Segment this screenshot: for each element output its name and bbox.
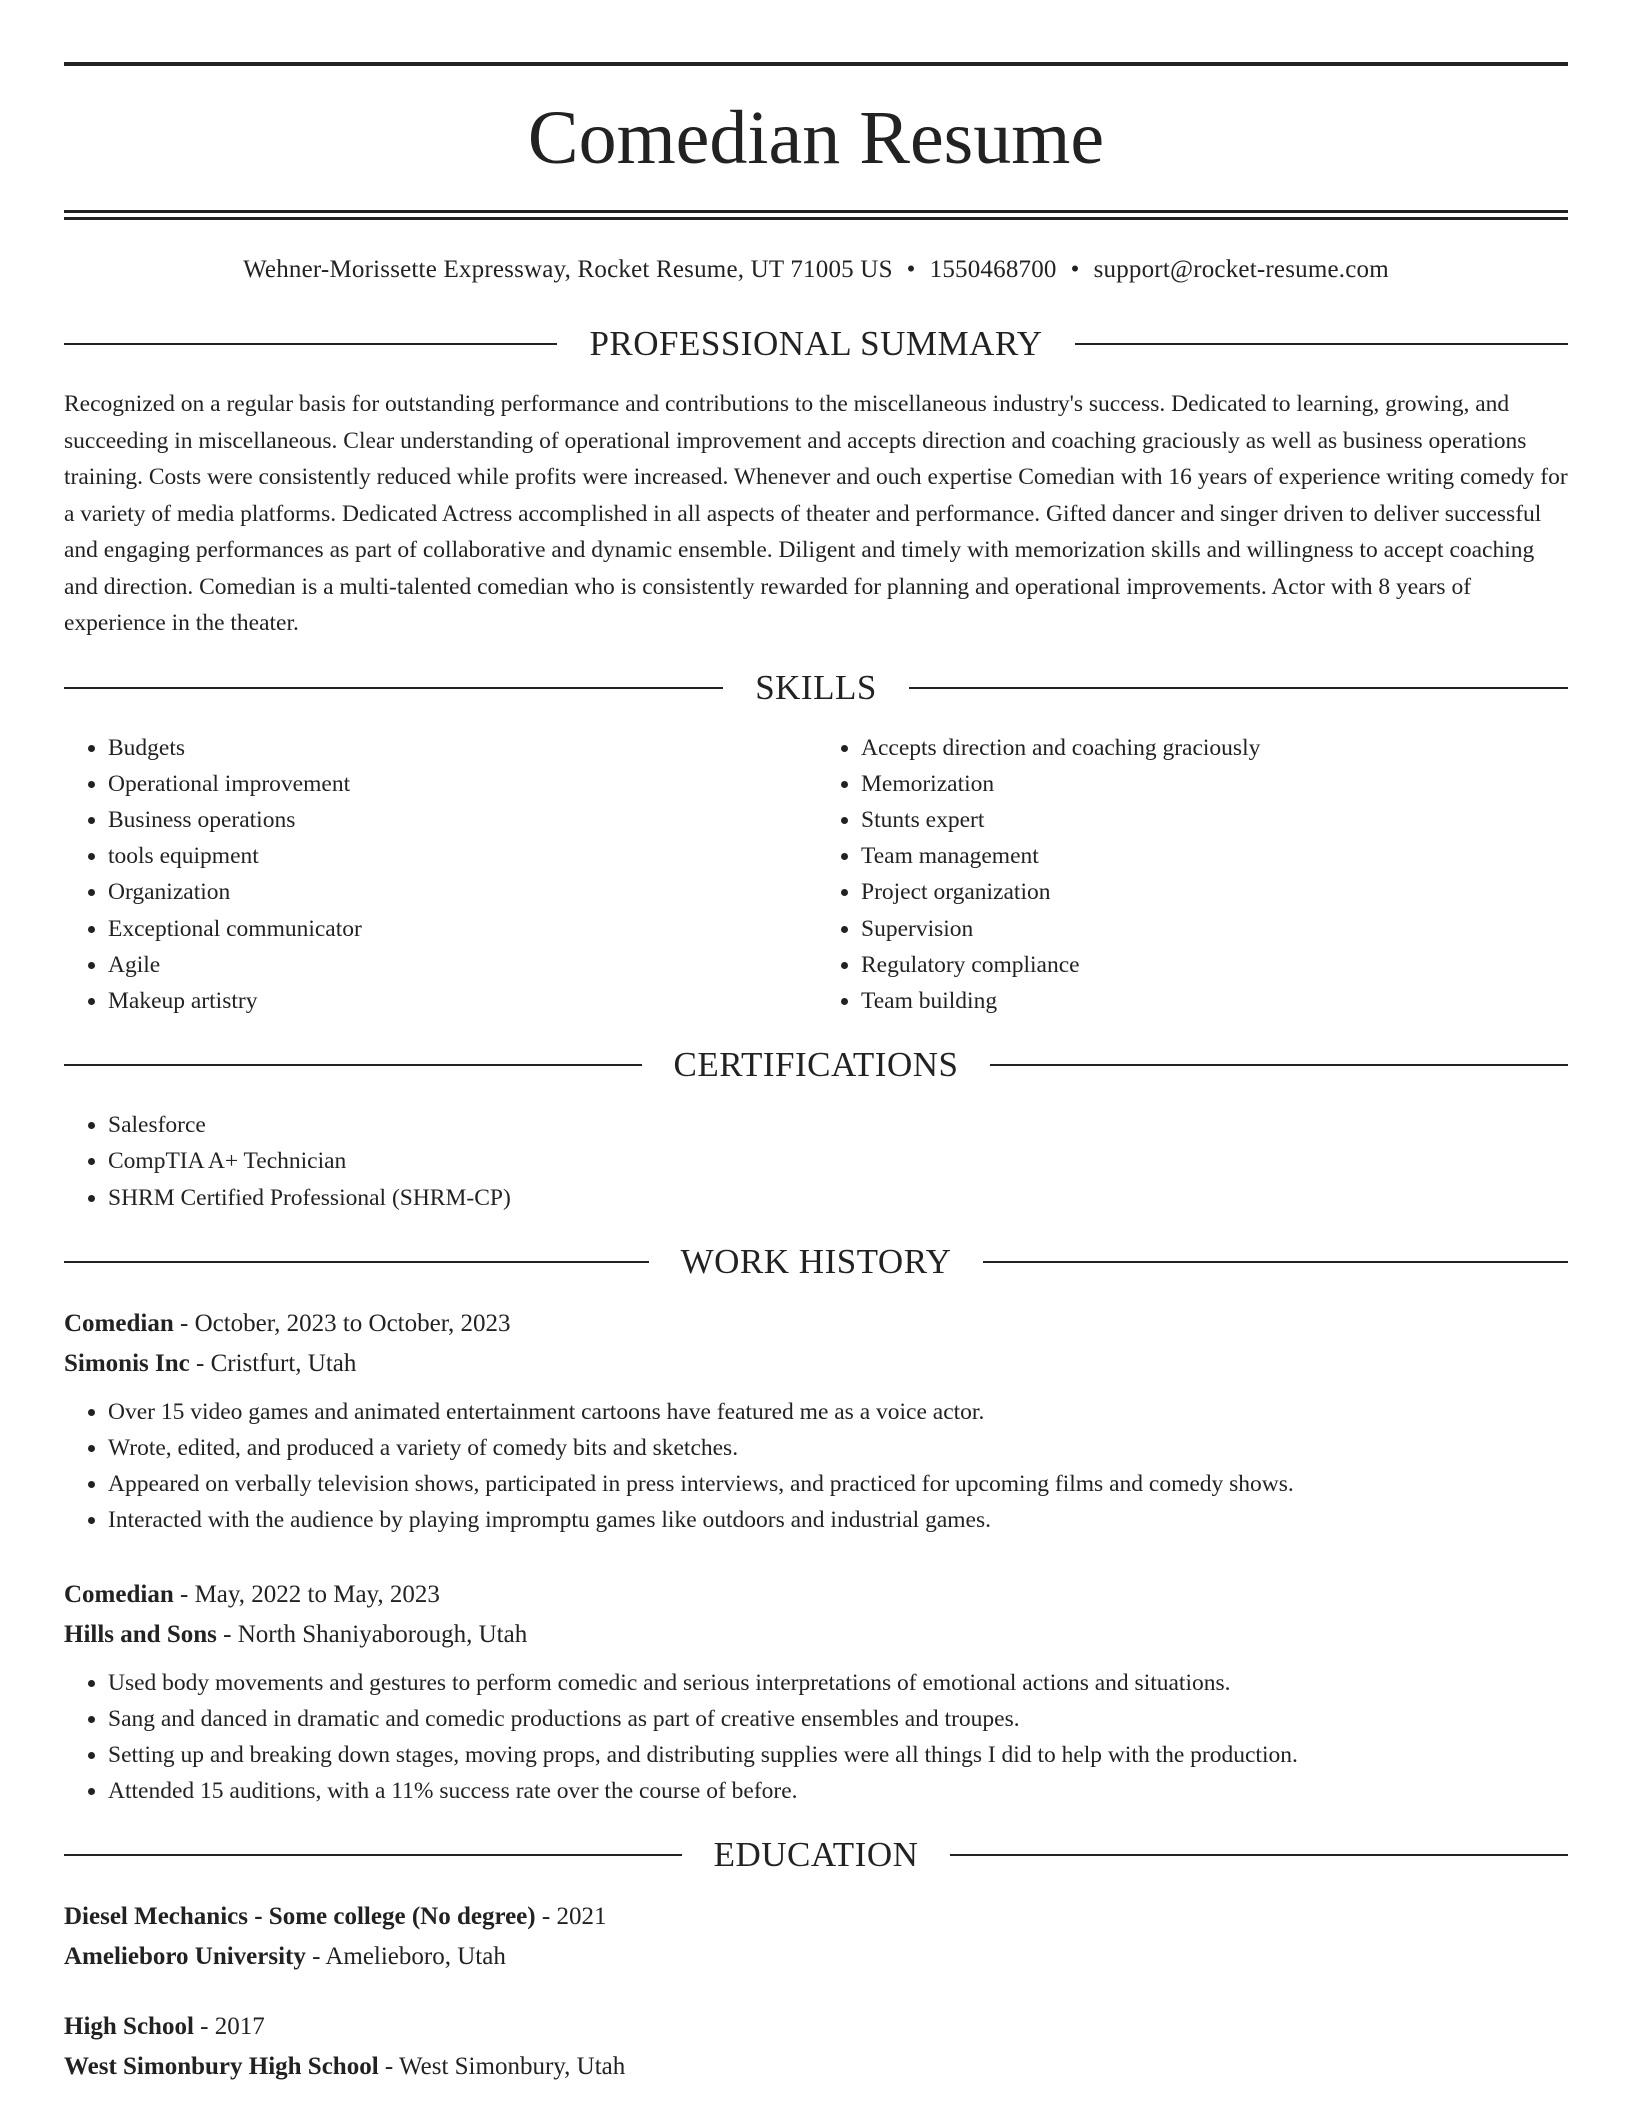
job-bullets: [64, 1394, 1568, 1539]
section-title: EDUCATION: [713, 1835, 919, 1875]
skill-item: • Budgets: [108, 730, 815, 766]
skill-item: • Team management: [861, 838, 1568, 874]
education-school: Amelieboro University: [64, 1943, 306, 1971]
contact-line: [64, 256, 1568, 284]
education-school: West Simonbury High School: [64, 2053, 379, 2081]
job-dates: October, 2023 to October, 2023: [194, 1309, 511, 1337]
education-school-line: Amelieboro University - Amelieboro, Utah: [64, 1943, 506, 1971]
skill-item: • Supervision: [861, 911, 1568, 947]
divider-line: [983, 1261, 1568, 1263]
education-degree: High School: [64, 2013, 194, 2041]
education-degree: Diesel Mechanics - Some college (No degree): [64, 1903, 536, 1931]
job-entry: [64, 1304, 1568, 1539]
job-bullet: • Interacted with the audience by playing impromptu games like outdoors and industrial games.: [108, 1502, 1568, 1538]
skill-item: • Accepts direction and coaching graciously: [861, 730, 1568, 766]
skill-item: • Agile: [108, 947, 815, 983]
skill-item: • Exceptional communicator: [108, 911, 815, 947]
skill-item: • Makeup artistry: [108, 983, 815, 1019]
skills-list-left: [64, 730, 815, 1020]
education-degree-line: Diesel Mechanics - Some college (No degree) - 2021: [64, 1903, 607, 1931]
divider-line: [1075, 343, 1568, 345]
job-company-line: Simonis Inc - Cristfurt, Utah: [64, 1349, 357, 1377]
job-bullet: • Attended 15 auditions, with a 11% success rate over the course of before.: [108, 1773, 1568, 1809]
certification-item: • SHRM Certified Professional (SHRM-CP): [108, 1180, 1568, 1216]
job-company: Simonis Inc: [64, 1349, 190, 1377]
skill-item: • Regulatory compliance: [861, 947, 1568, 983]
job-title-line: Comedian - May, 2022 to May, 2023: [64, 1580, 440, 1608]
job-title-line: Comedian - October, 2023 to October, 2023: [64, 1309, 511, 1337]
contact-address: Wehner-Morissette Expressway, Rocket Resume, UT 71005 US: [243, 256, 893, 283]
section-header-work-history: [64, 1242, 1568, 1282]
skills-grid: [64, 730, 1568, 1020]
top-rule: [64, 62, 1568, 66]
title-double-rule: [64, 210, 1568, 220]
skill-item: • Memorization: [861, 766, 1568, 802]
divider-line: [909, 687, 1568, 689]
education-location: Amelieboro, Utah: [325, 1943, 506, 1971]
section-header-skills: [64, 668, 1568, 708]
skill-item: • Stunts expert: [861, 802, 1568, 838]
divider-line: [64, 343, 557, 345]
certification-item: • Salesforce: [108, 1107, 1568, 1143]
certification-item: • CompTIA A+ Technician: [108, 1143, 1568, 1179]
section-header-certifications: [64, 1045, 1568, 1085]
skills-list-right: [815, 730, 1568, 1020]
education-year: 2021: [556, 1903, 607, 1931]
skill-item: • Operational improvement: [108, 766, 815, 802]
education-degree-line: High School - 2017: [64, 2013, 265, 2041]
skill-item: • Organization: [108, 874, 815, 910]
job-dates: May, 2022 to May, 2023: [194, 1580, 440, 1608]
contact-phone: 1550468700: [929, 256, 1057, 283]
resume-page: [64, 62, 1568, 2087]
job-bullet: • Setting up and breaking down stages, moving props, and distributing supplies were all things I did to help with the production.: [108, 1737, 1568, 1773]
section-header-education: [64, 1835, 1568, 1875]
job-company-line: Hills and Sons - North Shaniyaborough, Utah: [64, 1620, 528, 1648]
job-bullet: • Wrote, edited, and produced a variety of comedy bits and sketches.: [108, 1430, 1568, 1466]
divider-line: [64, 1064, 642, 1066]
job-bullet: • Over 15 video games and animated entertainment cartoons have featured me as a voice actor.: [108, 1394, 1568, 1430]
divider-line: [64, 1261, 649, 1263]
education-school-line: West Simonbury High School - West Simonbury, Utah: [64, 2053, 626, 2081]
job-bullet: • Used body movements and gestures to perform comedic and serious interpretations of emotional actions and situations.: [108, 1665, 1568, 1701]
section-header-summary: [64, 324, 1568, 364]
education-year: 2017: [214, 2013, 265, 2041]
skill-item: • Business operations: [108, 802, 815, 838]
section-title: CERTIFICATIONS: [673, 1045, 959, 1085]
job-entry: [64, 1575, 1568, 1810]
certifications-list: [64, 1107, 1568, 1216]
job-bullets: [64, 1665, 1568, 1810]
summary-text: Recognized on a regular basis for outstanding performance and contributions to the miscellaneous industry's success. Dedicated to learning, growing, and succeeding in miscellaneous. Clear understanding of operational improvement and accepts direction and coaching graciously as well as business operations training. Costs were consistently reduced while profits were increased. Whenever and ouch expertise Comedian with 16 years of experience writing comedy for a variety of media platforms. Dedicated Actress accomplished in all aspects of theater and performance. Gifted dancer and singer driven to deliver successful and engaging performances as part of collaborative and dynamic ensemble. Diligent and timely with memorization skills and willingness to accept coaching and direction. Comedian is a multi-talented comedian who is consistently rewarded for planning and operational improvements. Actor with 8 years of experience in the theater.: [64, 391, 1568, 636]
skill-item: • tools equipment: [108, 838, 815, 874]
job-bullet: • Appeared on verbally television shows, participated in press interviews, and practiced for upcoming films and comedy shows.: [108, 1466, 1568, 1502]
divider-line: [64, 687, 723, 689]
education-location: West Simonbury, Utah: [399, 2053, 626, 2081]
skill-item: • Project organization: [861, 874, 1568, 910]
skill-item: • Team building: [861, 983, 1568, 1019]
education-entry: [64, 2007, 1568, 2087]
divider-line: [990, 1064, 1568, 1066]
job-company: Hills and Sons: [64, 1620, 217, 1648]
section-title: SKILLS: [755, 667, 877, 707]
page-title: Comedian Resume: [527, 96, 1105, 180]
job-title: Comedian: [64, 1309, 174, 1337]
contact-separator: •: [1070, 256, 1080, 283]
contact-email: support@rocket-resume.com: [1093, 256, 1389, 283]
job-location: Cristfurt, Utah: [210, 1349, 357, 1377]
job-bullet: • Sang and danced in dramatic and comedic productions as part of creative ensembles and troupes.: [108, 1701, 1568, 1737]
section-title: PROFESSIONAL SUMMARY: [589, 324, 1043, 363]
education-entry: [64, 1897, 1568, 1977]
job-location: North Shaniyaborough, Utah: [237, 1620, 528, 1648]
section-title: WORK HISTORY: [680, 1241, 952, 1281]
contact-separator: •: [906, 256, 916, 283]
divider-line: [950, 1854, 1568, 1856]
job-title: Comedian: [64, 1580, 174, 1608]
divider-line: [64, 1854, 682, 1856]
